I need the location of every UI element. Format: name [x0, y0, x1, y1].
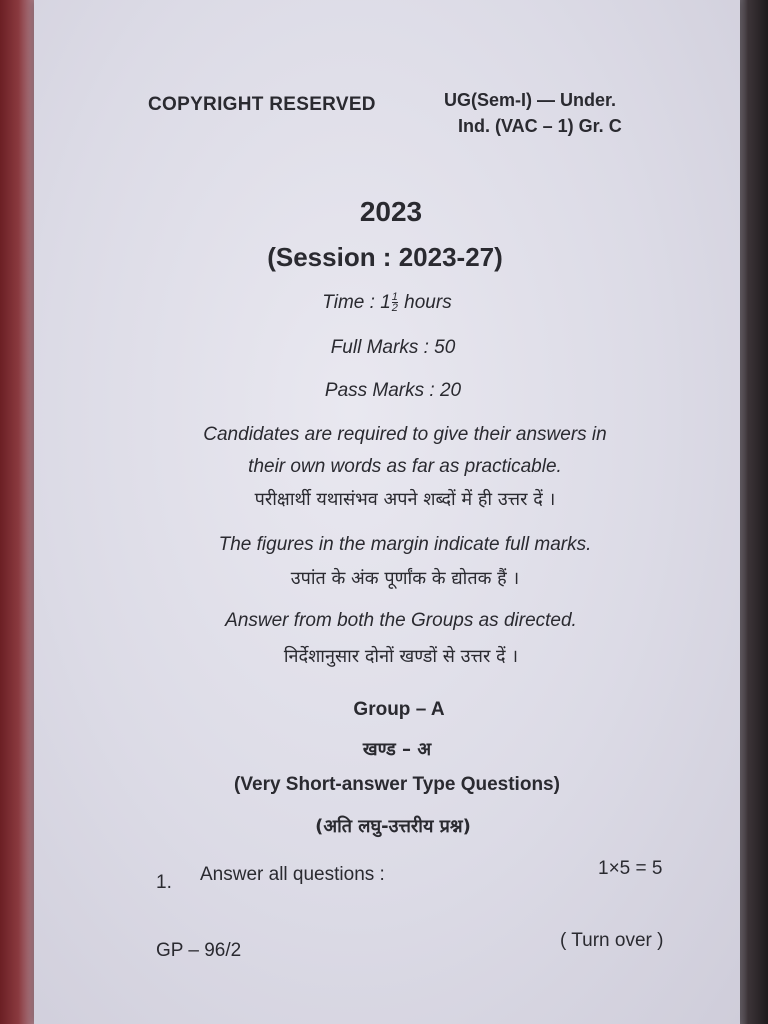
instruction-line-7-hindi: निर्देशानुसार दोनों खण्डों से उत्तर दें । — [283, 646, 519, 667]
group-subtitle: (Very Short-answer Type Questions) — [234, 774, 560, 795]
instruction-line-3-hindi: परीक्षार्थी यथासंभव अपने शब्दों में ही उत्तर दें । — [254, 489, 556, 510]
pass-marks: Pass Marks : 20 — [324, 380, 462, 401]
instruction-line-5-hindi: उपांत के अंक पूर्णांक के द्योतक हैं । — [290, 568, 520, 589]
instruction-line-1: Candidates are required to give their answers in — [203, 424, 607, 445]
full-marks: Full Marks : 50 — [330, 337, 456, 358]
copyright-label: COPYRIGHT RESERVED — [148, 94, 376, 115]
group-subtitle-hindi: (अति लघु-उत्तरीय प्रश्न) — [315, 816, 471, 837]
question-paper — [34, 0, 740, 1024]
exam-session: (Session : 2023-27) — [267, 242, 503, 272]
instruction-line-6: Answer from both the Groups as directed. — [225, 610, 577, 631]
instruction-line-4: The figures in the margin indicate full marks. — [218, 534, 592, 555]
time-label: Time : 1 — [322, 292, 391, 313]
paper-code: GP – 96/2 — [156, 940, 242, 961]
exam-year: 2023 — [359, 196, 423, 227]
group-title-hindi: खण्ड – अ — [362, 739, 432, 760]
time-fraction: $\frac{1}{2}$ — [391, 291, 398, 315]
instruction-line-2: their own words as far as practicable. — [248, 456, 562, 477]
course-line-1: UG(Sem-I) — Under. — [444, 90, 617, 110]
question-marks: 1×5 = 5 — [598, 858, 663, 879]
question-text: Answer all questions : — [200, 864, 385, 885]
turn-over-label: ( Turn over ) — [560, 930, 664, 951]
group-title: Group – A — [353, 699, 445, 720]
course-line-2: Ind. (VAC – 1) Gr. C — [458, 116, 622, 136]
question-number: 1. — [156, 872, 172, 893]
time-unit: hours — [404, 292, 452, 313]
exam-time — [34, 292, 740, 314]
